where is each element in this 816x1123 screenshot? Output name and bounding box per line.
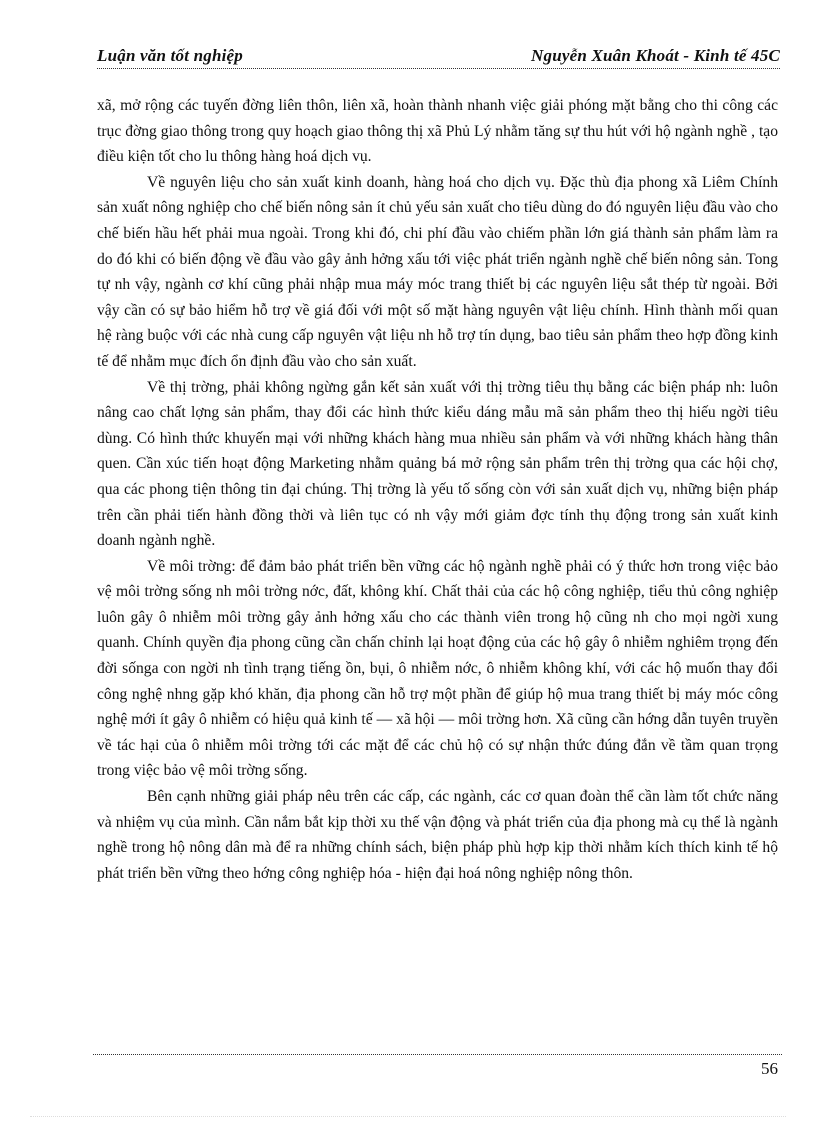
header-thesis-label: Luận văn tốt nghiệp (97, 46, 243, 65)
page-number: 56 (761, 1059, 778, 1078)
paragraph: Về nguyên liệu cho sản xuất kinh doanh, hàng hoá cho dịch vụ. Đặc thù địa phong xã Liêm Chính sản xuất nông nghiệp cho chế biến nông sản ít chủ yếu sản xuất cho tiêu dùng do đó nguyên liệu đầu vào cho chế biến hầu hết phải mua ngoài. Trong khi đó, chi phí đầu vào chiếm phần lớn giá thành sản phẩm làm ra do đó khi có biến động về đầu vào gây ảnh hởng xấu tới việc phát triển ngành nghề chế biến nông sản. Tong tự nh vậy, ngành cơ khí cũng phải nhập mua máy móc trang thiết bị các nguyên liệu sắt thép từ ngoài. Bởi vậy cần có sự bảo hiểm hỗ trợ về giá đối với một số mặt hàng nguyên vật liệu chính. Hình thành mối quan hệ ràng buộc với các nhà cung cấp nguyên vật liệu nh hỗ trợ tín dụng, bao tiêu sản phẩm theo hợp đồng kinh tế để nhằm mục đích ổn định đầu vào cho sản xuất. (97, 173, 778, 370)
header-author-label: Nguyễn Xuân Khoát - Kinh tế 45C (531, 46, 780, 65)
body-text (97, 93, 778, 886)
paragraph: xã, mở rộng các tuyến đờng liên thôn, liên xã, hoàn thành nhanh việc giải phóng mặt bằng cho thi công các trục đờng giao thông trong quy hoạch giao thông thị xã Phủ Lý nhằm tăng sự thu hút với hộ ngành nghề , tạo điều kiện tốt cho lu thông hàng hoá dịch vụ. (97, 97, 778, 166)
footer-divider (93, 1054, 782, 1055)
page-header (97, 44, 780, 69)
paragraph: Về thị trờng, phải không ngừng gắn kết sản xuất với thị trờng tiêu thụ bằng các biện pháp nh: luôn nâng cao chất lợng sản phẩm, thay đổi các hình thức kiểu dáng mẫu mã sản phẩm theo thị hiếu ngời tiêu dùng. Có hình thức khuyến mại với những khách hàng mua nhiều sản phẩm và với những khách hàng thân quen. Cần xúc tiến hoạt động Marketing nhằm quảng bá mở rộng sản phẩm trên thị trờng qua các hội chợ, qua các phong tiện thông tin đại chúng. Thị trờng là yếu tố sống còn với sản xuất dịch vụ, những biện pháp trên cần phải tiến hành đồng thời và liên tục có nh vậy mới giảm đợc tính thụ động trong sản xuất kinh doanh ngành nghề. (97, 378, 778, 550)
paragraph: Về môi trờng: để đảm bảo phát triển bền vững các hộ ngành nghề phải có ý thức hơn trong việc bảo vệ môi trờng sống nh môi trờng nớc, đất, không khí. Chất thải của các hộ công nghiệp, tiểu thủ công nghiệp luôn gây ô nhiễm môi trờng gây ảnh hởng xấu cho các thành viên trong hộ cũng nh cho mọi ngời xung quanh. Chính quyền địa phong cũng cần chấn chỉnh lại hoạt động của các hộ gây ô nhiễm nghiêm trọng đến đời sốnga con ngời nh tình trạng tiếng ồn, bụi, ô nhiễm nớc, ô nhiễm không khí, với các hộ muốn thay đổi công nghệ nhng gặp khó khăn, địa phong cần hỗ trợ một phần để giúp hộ mua trang thiết bị máy móc công nghệ mới ít gây ô nhiễm có hiệu quả kinh tế — xã hội — môi trờng hơn. Xã cũng cần hớng dẫn tuyên truyền về tác hại của ô nhiễm môi trờng tới các mặt để các chủ hộ có sự nhận thức đúng đắn về tầm quan trọng trong việc bảo vệ môi trờng sống. (97, 557, 778, 780)
page-bottom-divider (30, 1116, 786, 1117)
paragraph: Bên cạnh những giải pháp nêu trên các cấp, các ngành, các cơ quan đoàn thể cần làm tốt chức năng và nhiệm vụ của mình. Cần nắm bắt kịp thời xu thế vận động và phát triển của địa phong mà cụ thể là ngành nghề trong hộ nông dân mà để ra những chính sách, biện pháp phù hợp kịp thời nhằm kích thích kinh tế hộ phát triển bền vững theo hớng công nghiệp hóa - hiện đại hoá nông nghiệp nông thôn. (97, 788, 778, 882)
